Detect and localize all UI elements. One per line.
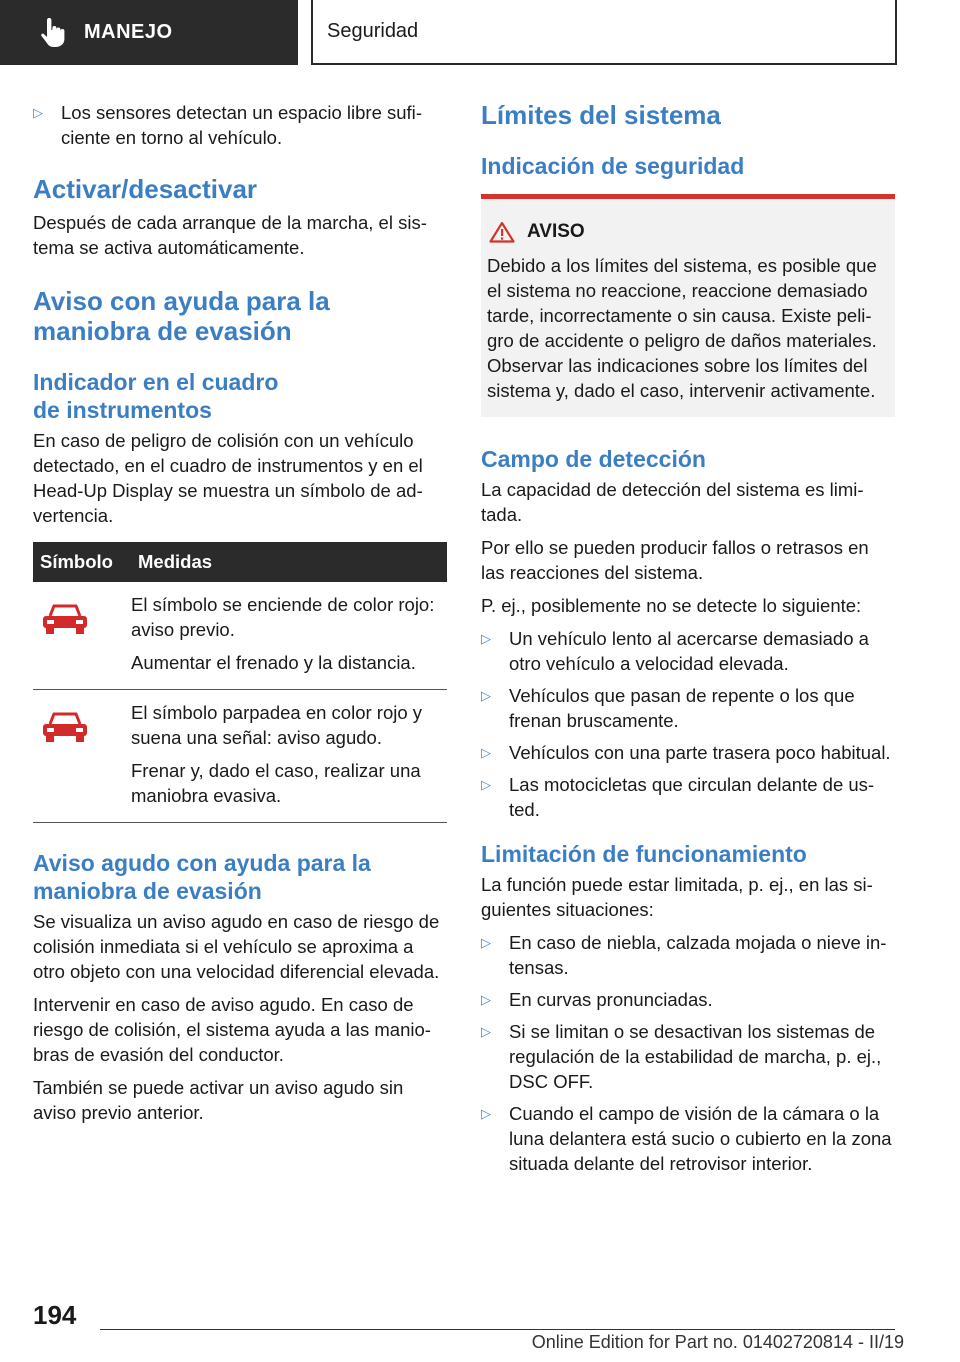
symbol-table <box>33 542 447 823</box>
bullet-triangle-icon: ▷ <box>481 935 491 950</box>
heading-activate: Activar/desactivar <box>33 174 258 204</box>
warning-box <box>481 194 895 417</box>
bullet-triangle-icon: ▷ <box>481 777 491 792</box>
paragraph: También se puede activar un aviso agudo sin aviso previo anterior. <box>33 1077 404 1123</box>
warning-title: AVISO <box>527 221 585 242</box>
paragraph: Se visualiza un aviso agudo en caso de riesgo de colisión inmediata si el vehículo se aproxima a otro objeto con una velocidad diferencial elevada. <box>33 911 440 982</box>
table-header-measures: Medidas <box>131 542 447 582</box>
warning-text: Debido a los límites del sistema, es posible que el sistema no reaccione, reaccione demasiado tarde, incorrectamente o sin causa. Existe peligro de accidente o peligro de daños materiales. Observar las indicaciones sobre los límites del sistema y, dado el caso, intervenir activamente. <box>487 255 877 401</box>
bullet-triangle-icon: ▷ <box>481 631 491 646</box>
bullet-triangle-icon: ▷ <box>481 992 491 1007</box>
list-item: ▷ Los sensores detectan un espacio libre suficiente en torno al vehículo. <box>33 102 422 148</box>
table-row: El símbolo parpadea en color rojo y suena una señal: aviso agudo. Frenar y, dado el caso, realizar una maniobra evasiva. <box>33 690 447 823</box>
paragraph: P. ej., posiblemente no se detecte lo siguiente: <box>481 595 862 616</box>
list-item: ▷ Si se limitan o se desactivan los sistemas de regulación de la estabilidad de marcha, p. ej., DSC OFF. <box>481 1021 882 1092</box>
list-item: ▷ Vehículos con una parte trasera poco habitual. <box>481 742 891 763</box>
paragraph: Por ello se pueden producir fallos o retrasos en las reacciones del sistema. <box>481 537 869 583</box>
list-item: ▷ Cuando el campo de visión de la cámara o la luna delantera está sucio o cubierto en la zona situada delante del retrovisor interior. <box>481 1103 892 1174</box>
hand-pointer-icon <box>40 18 66 48</box>
heading-limitation: Limitación de funcionamiento <box>481 841 807 867</box>
car-warning-icon <box>39 600 91 640</box>
heading-warning: Aviso con ayuda para la maniobra de evasión <box>33 286 330 346</box>
paragraph: La función puede estar limitada, p. ej., en las siguientes situaciones: <box>481 874 873 920</box>
heading-detection: Campo de detección <box>481 446 706 472</box>
bullet-triangle-icon: ▷ <box>481 688 491 703</box>
page-number: 194 <box>33 1300 77 1330</box>
bullet-triangle-icon: ▷ <box>481 745 491 760</box>
chapter-title: Seguridad <box>327 20 419 42</box>
list-item: ▷ Vehículos que pasan de repente o los que frenan bruscamente. <box>481 685 855 731</box>
heading-acute-warning: Aviso agudo con ayuda para la maniobra de evasión <box>33 850 371 904</box>
bullet-triangle-icon: ▷ <box>481 1106 491 1121</box>
warning-triangle-icon <box>489 221 515 243</box>
heading-indicator: Indicador en el cuadro de instrumentos <box>33 369 279 423</box>
paragraph: Intervenir en caso de aviso agudo. En caso de riesgo de colisión, el sistema ayuda a las maniobras de evasión del conductor. <box>33 994 431 1065</box>
footer-divider <box>100 1329 895 1330</box>
car-warning-icon <box>39 708 91 748</box>
paragraph: En caso de peligro de colisión con un vehículo detectado, en el cuadro de instrumentos y en el Head-Up Display se muestra un símbolo de advertencia. <box>33 430 423 526</box>
edition-footer: Online Edition for Part no. 01402720814 - II/19 <box>531 1332 904 1352</box>
table-header-symbol: Símbolo <box>33 542 131 582</box>
paragraph: Después de cada arranque de la marcha, el sistema se activa automáticamente. <box>33 212 427 258</box>
list-item: ▷ Las motocicletas que circulan delante de usted. <box>481 774 875 820</box>
section-title: MANEJO <box>84 21 173 43</box>
chapter-tab <box>311 0 897 65</box>
right-column <box>481 100 895 1183</box>
heading-safety: Indicación de seguridad <box>481 153 745 179</box>
section-tab <box>0 0 298 65</box>
left-column <box>33 100 447 1133</box>
paragraph: La capacidad de detección del sistema es limitada. <box>481 479 864 525</box>
table-row: El símbolo se enciende de color rojo: aviso previo. Aumentar el frenado y la distancia. <box>33 582 447 690</box>
list-item: ▷ En caso de niebla, calzada mojada o nieve intensas. <box>481 932 887 978</box>
bullet-triangle-icon: ▷ <box>481 1024 491 1039</box>
list-item: ▷ Un vehículo lento al acercarse demasiado a otro vehículo a velocidad elevada. <box>481 628 869 674</box>
list-item: ▷ En curvas pronunciadas. <box>481 989 713 1010</box>
heading-system-limits: Límites del sistema <box>481 100 721 130</box>
bullet-triangle-icon: ▷ <box>33 105 43 120</box>
